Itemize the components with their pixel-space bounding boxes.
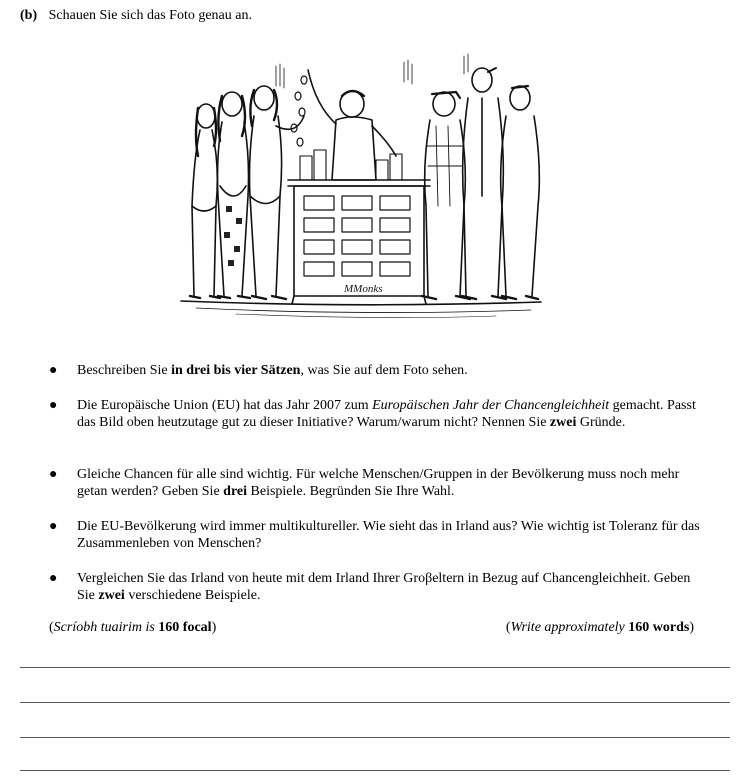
bullet-text: Die EU-Bevölkerung wird immer multikultureller. Wie sieht das in Irland aus? Wie wichtig ist Toleranz für das Zusammenleben von Menschen?: [77, 519, 700, 551]
cartoon-signature: MMonks: [344, 283, 383, 295]
question-instruction: Schauen Sie sich das Foto genau an.: [48, 8, 252, 23]
bullet-text: Beschreiben Sie in drei bis vier Sätzen, was Sie auf dem Foto sehen.: [77, 363, 468, 378]
bullet-text: Gleiche Chancen für alle sind wichtig. Für welche Menschen/Gruppen in der Bevölkerung muss noch mehr getan werden? Geben Sie drei Beispiele. Begründen Sie Ihre Wahl.: [77, 467, 680, 499]
question-heading: [20, 8, 252, 24]
cartoon-image: [176, 46, 548, 334]
answer-line[interactable]: [20, 667, 730, 668]
bullet-dot: ●: [49, 398, 58, 413]
bullet-text: Die Europäische Union (EU) hat das Jahr 2007 zum Europäischen Jahr der Chancengleichheit gemacht. Passt das Bild oben heutzutage gut zu dieser Initiative? Warum/warum nicht? Nennen Sie zwei Gründe.: [77, 398, 696, 430]
bullet-dot: ●: [49, 519, 58, 534]
word-count-irish: (Scríobh tuairim is 160 focal): [49, 620, 217, 635]
word-count-english: (Write approximately 160 words): [505, 620, 694, 635]
bullet-dot: ●: [49, 363, 58, 378]
answer-line[interactable]: [20, 737, 730, 738]
bullet-dot: ●: [49, 467, 58, 482]
bullet-text: Vergleichen Sie das Irland von heute mit dem Irland Ihrer Groβeltern in Bezug auf Chancengleichheit. Geben Sie zwei verschiedene Beispiele.: [77, 571, 691, 603]
bullet-dot: ●: [49, 571, 58, 586]
question-label: (b): [20, 8, 38, 23]
answer-line[interactable]: [20, 770, 730, 771]
answer-line[interactable]: [20, 702, 730, 703]
